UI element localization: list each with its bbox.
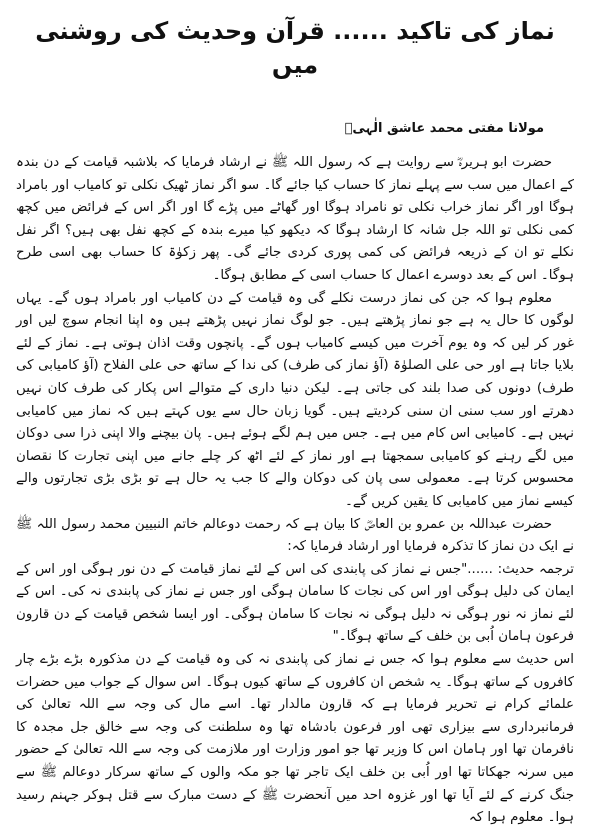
paragraph-commentary-success: معلوم ہوا کہ جن کی نماز درست نکلے گی وہ قیامت کے دن کامیاب اور بامراد ہوں گے۔ یہاں لوگوں کا حال یہ ہے جو نماز پڑھتے ہیں۔ جو لوگ نماز نہیں پڑھتے ہیں وہ اپنا انجام سوچ لیں اور غور کر لیں کہ وہ یوم آخرت میں کیسے کامیاب ہوں گے۔ پانچوں وقت اذان ہوتی ہے۔ نماز کے لئے بلایا جاتا ہے اور حی علی الصلوٰۃ (آؤ نماز کی طرف) کی ندا کے ساتھ حی علی الفلاح (آؤ کامیابی کی طرف) دونوں کی صدا بلند کی جاتی ہے۔ لیکن دنیا داری کے متوالے اس پکار کی طرف کان نہیں دھرتے اور سب سنی ان سنی کردیتے ہیں۔ گویا زبان حال سے یوں کہتے ہیں کہ نماز میں کامیابی نہیں ہے۔ کامیابی اس کام میں ہے۔ جس میں ہم لگے ہوئے ہیں۔ پان بیچنے والا اپنی ذرا سی دوکان میں لگے رہنے کو کامیابی سمجھتا ہے اور نماز کے لئے اٹھ کر چلے جانے میں اپنی تجارت کا نقصان محسوس کرتا ہے۔ معمولی سی پان کی دوکان والے کا جب یہ حال ہے تو بڑی بڑی تجارتوں والے کیسے نماز میں کامیابی کا یقین کریں گے۔ [16, 290, 574, 509]
article-title: نماز کی تاکید ...... قرآن وحدیث کی روشنی میں [35, 17, 555, 79]
paragraph-hadith-translation: ترجمہ حدیث: ......"جس نے نماز کی پابندی کی اس کے لئے نماز قیامت کے دن نور ہوگی اور اس کے ایمان کی دلیل ہوگی اور اس کی نجات کا سامان ہوگی اور جس نے نماز کی پابندی نہ کی۔ اس کے لئے نماز نہ نور ہوگی نہ دلیل ہوگی نہ نجات کا سامان ہوگی۔ اور ایسا شخص قیامت کے دن قارون فرعون ہامان اُبی بن خلف کے ساتھ ہوگا۔" [16, 561, 574, 645]
paragraph-hadith-abdullah-bin-amr: حضرت عبداللہ بن عمرو بن العاصؓ کا بیان ہے کہ رحمت دوعالم خاتم النبیین محمد رسول اللہ ﷺ نے ایک دن نماز کا تذکرہ فرمایا اور ارشاد فرمایا کہ: [16, 516, 574, 555]
article-body [16, 152, 574, 830]
article-author: مولانا مفتی محمد عاشق الٰہیؒ [344, 121, 544, 136]
paragraph-explanation-four-disbelievers: اس حدیث سے معلوم ہوا کہ جس نے نماز کی پابندی نہ کی وہ قیامت کے دن مذکورہ بڑے بڑے چار کافروں کے ساتھ ہوگا۔ یہ شخص ان کافروں کے ساتھ کیوں ہوگا۔ اس سوال کے جواب میں حضرات علمائے کرام نے تحریر فرمایا ہے کہ قارون مالدار تھا۔ اسے مال کی وجہ سے اللہ تعالیٰ کی فرمانبرداری سے بیزاری تھی اور فرعون بادشاہ تھا وہ سلطنت کی وجہ سے خالق جل مجدہ کا نافرمان تھا اور ہامان اس کا وزیر تھا جو امور وزارت اور ملازمت کی وجہ سے اللہ تعالیٰ کے حضور میں سرنہ جھکاتا تھا اور اُبی بن خلف ایک تاجر تھا جو مکہ والوں کے ساتھ سرکار دوعالم ﷺ سے جنگ کرنے کے لئے آیا تھا اور غزوہ احد میں آنحضرت ﷺ کے دست مبارک سے قتل ہوکر جہنم رسید ہوا۔ معلوم ہوا کہ [16, 652, 574, 826]
paragraph-hadith-abu-hurairah: حضرت ابو ہریرہؓ سے روایت ہے کہ رسول اللہ ﷺ نے ارشاد فرمایا کہ بلاشبہ قیامت کے دن بندہ کے اعمال میں سب سے پہلے نماز کا حساب کیا جائے گا۔ سو اگر نماز ٹھیک نکلی تو کامیاب اور بامراد ہوگا اور اگر نماز خراب نکلی تو نامراد ہوگا اور گھاٹے میں پڑے گا اور اگر اس کے فرائض میں کچھ کمی نکلی تو اللہ جل شانہ کا ارشاد ہوگا کہ دیکھو کیا میرے بندہ کے کچھ نفل بھی ہیں؟ اگر نفل نکلے تو ان کے ذریعہ فرائض کی کمی پوری کردی جائے گی۔ پھر زکوٰۃ کا حساب بھی اسی طرح ہوگا۔ اس کے بعد دوسرے اعمال کا حساب اسی کے مطابق ہوگا۔ [16, 155, 574, 283]
